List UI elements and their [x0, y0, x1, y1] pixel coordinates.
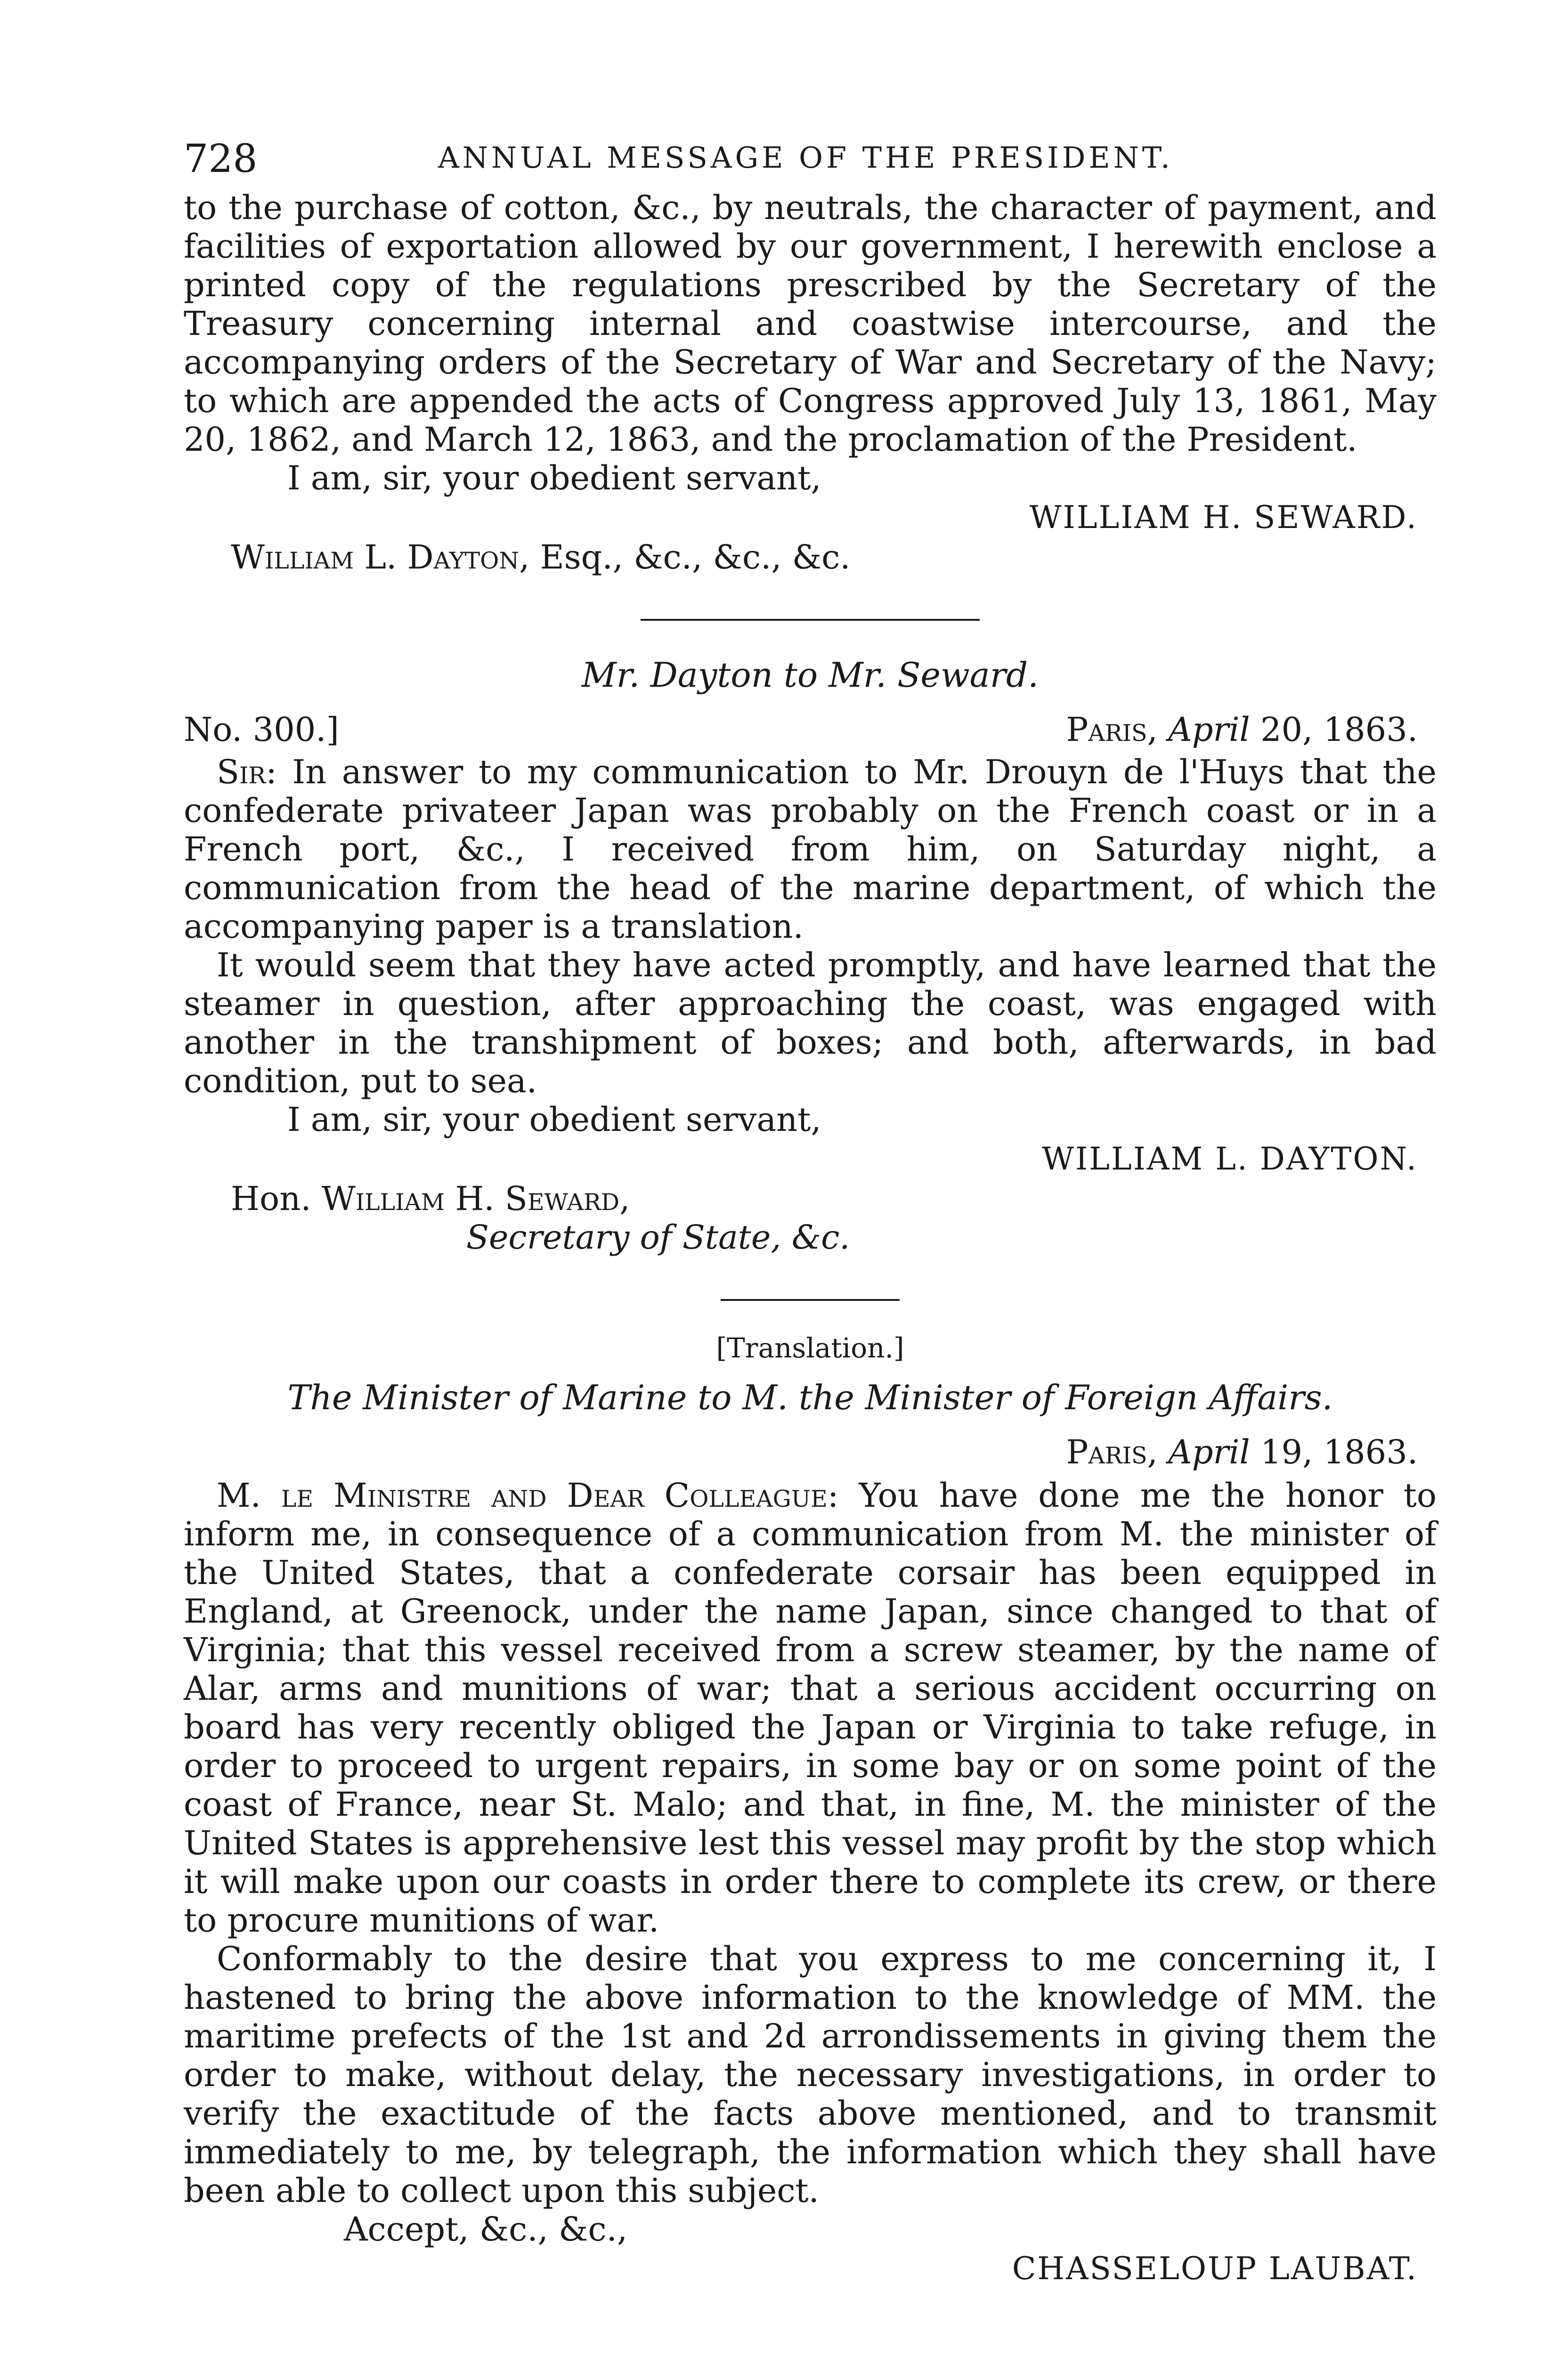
letter2-paragraph-1-text: In answer to my communication to Mr. Drouyn de l'Huys that the confederate privateer Japan was probably on the French coast or in a French port, &c., I received from him, on Saturday night, a communication from the head of the marine department, of which the accompanying paper is a translation.: [184, 753, 1437, 946]
letter3-paragraph-1: [184, 1476, 1437, 1940]
letter2-number: No. 300.]: [184, 710, 339, 749]
letter1-signature: WILLIAM H. SEWARD.: [1029, 499, 1418, 536]
letter3-date: [184, 1433, 1437, 1471]
letter-dayton-to-seward: [184, 654, 1437, 1257]
running-header: [184, 137, 1437, 188]
letter2-date-month: April: [1168, 710, 1250, 749]
letter3-date-month: April: [1168, 1433, 1250, 1471]
letter2-addressee-prefix: Hon.: [231, 1179, 311, 1218]
letter2-paragraph-1: [184, 753, 1437, 946]
letter3-signature: CHASSELOUP LAUBAT.: [1012, 2250, 1418, 2287]
letter1-body: to the purchase of cotton, &c., by neutrals, the character of payment, and facilities of exportation allowed by our government, I herewith enclose a printed copy of the regulations prescribed by the Secretary of the Treasury concerning internal and coastwise intercourse, and the accompanying orders of the Secretary of War and Secretary of the Navy; to which are appended the acts of Congress approved July 13, 1861, May 20, 1862, and March 12, 1863, and the proclamation of the President.: [184, 188, 1437, 459]
letter2-date-rest: 20, 1863.: [1260, 710, 1418, 749]
letter2-signature: WILLIAM L. DAYTON.: [1042, 1141, 1418, 1177]
letter3-heading: The Minister of Marine to M. the Minister of Foreign Affairs.: [287, 1378, 1333, 1417]
letter1-closing: I am, sir, your obedient servant,: [287, 459, 821, 497]
letter1-addressee: [231, 538, 1437, 577]
letter3-paragraph-1-text: You have done me the honor to inform me, in consequence of a communication from M. the minister of the United States, that a confederate corsair has been equipped in England, at Greenock, under the name Japan, since changed to that of Virginia; that this vessel received from a screw steamer, by the name of Alar, arms and munitions of war; that a serious accident occurring on board has very recently obliged the Japan or Virginia to take refuge, in order to proceed to urgent repairs, in some bay or on some point of the coast of France, near St. Malo; and that, in fine, M. the minister of the United States is apprehensive lest this vessel may profit by the stop which it will make upon our coasts in order there to complete its crew, or there to procure munitions of war.: [184, 1476, 1437, 1940]
letter2-dateline: [184, 710, 1437, 753]
letter2-addressee-name: William H. Seward,: [321, 1179, 630, 1218]
letter2-date: [1066, 710, 1418, 749]
section-divider-short: [721, 1299, 900, 1301]
letter2-addressee-title: Secretary of State, &c.: [466, 1218, 850, 1257]
letter3-date-rest: 19, 1863.: [1260, 1433, 1418, 1471]
letter2-paragraph-2: It would seem that they have acted promptly, and have learned that the steamer in question, after approaching the coast, was engaged with another in the transhipment of boxes; and both, afterwards, in bad condition, put to sea.: [184, 946, 1437, 1100]
letter2-closing: I am, sir, your obedient servant,: [287, 1100, 821, 1139]
page-number: 728: [184, 137, 258, 181]
letter3-closing: Accept, &c., &c.,: [344, 2210, 628, 2249]
letter1-addressee-name: William L. Dayton,: [231, 538, 530, 577]
letter1-addressee-rest: Esq., &c., &c., &c.: [540, 538, 851, 577]
letter2-date-city: Paris,: [1066, 710, 1158, 749]
letter3-salutation: M. le Ministre and Dear Colleague:: [217, 1476, 839, 1515]
letter2-heading: Mr. Dayton to Mr. Seward.: [582, 655, 1039, 695]
document-page: [184, 137, 1437, 2289]
letter-seward-to-dayton: [184, 188, 1437, 577]
running-title: ANNUAL MESSAGE OF THE PRESIDENT.: [438, 140, 1173, 175]
translation-label: [Translation.]: [716, 1332, 904, 1364]
section-divider: [641, 619, 980, 621]
letter3-paragraph-2: Conformably to the desire that you express to me concerning it, I hastened to bring the above information to the knowledge of MM. the maritime prefects of the 1st and 2d arrondissements in giving them the order to make, without delay, the necessary investigations, in order to verify the exactitude of the facts above mentioned, and to transmit immediately to me, by telegraph, the information which they shall have been able to collect upon this subject.: [184, 1940, 1437, 2210]
letter2-salutation: Sir:: [217, 753, 277, 791]
letter3-date-city: Paris,: [1066, 1433, 1158, 1471]
letter-minister-of-marine: [184, 1329, 1437, 2289]
letter2-addressee: [231, 1179, 1437, 1218]
